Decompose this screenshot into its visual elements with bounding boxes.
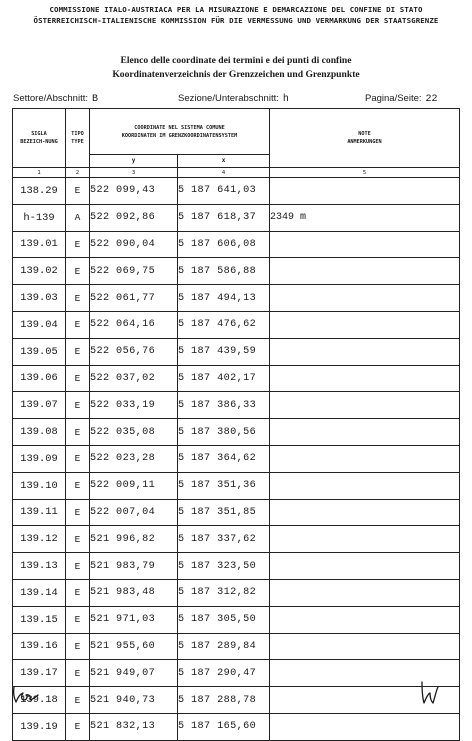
table-row: [13, 553, 460, 580]
subsection-label: Sezione/Unterabschnitt:: [178, 93, 279, 104]
sigla-cell: 139.05: [13, 338, 66, 365]
column-number: 2: [66, 168, 90, 178]
table-row: [13, 338, 460, 365]
y-coordinate-cell: 522 007,04: [90, 499, 178, 526]
sector-label: Settore/Abschnitt:: [13, 93, 88, 104]
sigla-cell: 139.01: [13, 231, 66, 258]
sigla-cell: 139.12: [13, 526, 66, 553]
header-sigla-de: BEZEICH-NUNG: [20, 139, 58, 145]
sector-field: [13, 93, 98, 105]
note-cell: [270, 606, 460, 633]
table-row: [13, 258, 460, 285]
note-cell: [270, 311, 460, 338]
x-coordinate-cell: 5 187 586,88: [178, 258, 270, 285]
tipo-cell: E: [66, 419, 90, 446]
x-coordinate-cell: 5 187 351,85: [178, 499, 270, 526]
x-coordinate-cell: 5 187 439,59: [178, 338, 270, 365]
sigla-cell: h-139: [13, 204, 66, 231]
note-cell: [270, 365, 460, 392]
table-row: [13, 392, 460, 419]
tipo-cell: E: [66, 526, 90, 553]
note-cell: [270, 579, 460, 606]
document-title-german: Koordinatenverzeichnis der Grenzzeichen und Grenzpunkte: [112, 69, 360, 80]
y-coordinate-cell: 522 064,16: [90, 311, 178, 338]
x-coordinate-cell: 5 187 165,60: [178, 713, 270, 740]
y-coordinate-cell: 522 099,43: [90, 178, 178, 205]
y-coordinate-cell: 522 033,19: [90, 392, 178, 419]
tipo-cell: E: [66, 338, 90, 365]
x-coordinate-cell: 5 187 618,37: [178, 204, 270, 231]
x-coordinate-cell: 5 187 494,13: [178, 285, 270, 312]
table-row: [13, 633, 460, 660]
sigla-cell: 139.09: [13, 445, 66, 472]
sigla-cell: 139.06: [13, 365, 66, 392]
x-coordinate-cell: 5 187 351,36: [178, 472, 270, 499]
table-row: [13, 231, 460, 258]
y-coordinate-cell: 522 009,11: [90, 472, 178, 499]
table-row: [13, 178, 460, 205]
y-coordinate-cell: 521 955,60: [90, 633, 178, 660]
x-coordinate-cell: 5 187 288,78: [178, 687, 270, 714]
x-coordinate-cell: 5 187 305,50: [178, 606, 270, 633]
table-row: [13, 311, 460, 338]
note-cell: [270, 392, 460, 419]
header-tipo: [66, 109, 90, 168]
y-coordinate-cell: 522 037,02: [90, 365, 178, 392]
tipo-cell: E: [66, 178, 90, 205]
table-row: [13, 687, 460, 714]
signature-left: [11, 685, 41, 705]
y-coordinate-cell: 522 092,86: [90, 204, 178, 231]
y-coordinate-cell: 521 949,07: [90, 660, 178, 687]
table-row: [13, 713, 460, 740]
sigla-cell: 139.02: [13, 258, 66, 285]
sigla-cell: 139.03: [13, 285, 66, 312]
sigla-cell: 139.15: [13, 606, 66, 633]
sigla-cell: 138.29: [13, 178, 66, 205]
x-coordinate-cell: 5 187 380,56: [178, 419, 270, 446]
y-coordinate-cell: 521 971,03: [90, 606, 178, 633]
note-cell: [270, 178, 460, 205]
note-cell: [270, 445, 460, 472]
header-note-it: NOTE: [358, 131, 371, 137]
sigla-cell: 139.10: [13, 472, 66, 499]
table-row: [13, 285, 460, 312]
x-coordinate-cell: 5 187 289,84: [178, 633, 270, 660]
sigla-cell: 139.07: [13, 392, 66, 419]
table-row: [13, 419, 460, 446]
signature-right: [418, 680, 440, 706]
page-number-value: 22: [425, 94, 438, 105]
note-cell: [270, 231, 460, 258]
table-row: [13, 526, 460, 553]
note-cell: [270, 258, 460, 285]
table-body: [13, 178, 460, 741]
subsection-field: [178, 93, 289, 105]
table-row: [13, 499, 460, 526]
y-coordinate-cell: 521 940,73: [90, 687, 178, 714]
y-coordinate-cell: 522 090,04: [90, 231, 178, 258]
note-cell: [270, 713, 460, 740]
x-coordinate-cell: 5 187 323,50: [178, 553, 270, 580]
column-number: 4: [178, 168, 270, 178]
header-y: y: [90, 155, 178, 168]
y-coordinate-cell: 521 983,48: [90, 579, 178, 606]
tipo-cell: E: [66, 660, 90, 687]
column-number: 3: [90, 168, 178, 178]
tipo-cell: E: [66, 445, 90, 472]
note-cell: [270, 419, 460, 446]
tipo-cell: E: [66, 553, 90, 580]
tipo-cell: E: [66, 365, 90, 392]
y-coordinate-cell: 522 056,76: [90, 338, 178, 365]
tipo-cell: E: [66, 285, 90, 312]
y-coordinate-cell: 522 035,08: [90, 419, 178, 446]
tipo-cell: E: [66, 606, 90, 633]
note-cell: [270, 285, 460, 312]
tipo-cell: E: [66, 633, 90, 660]
column-number: 5: [270, 168, 460, 178]
header-sigla-it: SIGLA: [31, 131, 47, 137]
y-coordinate-cell: 522 069,75: [90, 258, 178, 285]
note-cell: [270, 553, 460, 580]
x-coordinate-cell: 5 187 364,62: [178, 445, 270, 472]
tipo-cell: E: [66, 258, 90, 285]
table-row: [13, 606, 460, 633]
note-cell: [270, 338, 460, 365]
header-x: x: [178, 155, 270, 168]
sigla-cell: 139.13: [13, 553, 66, 580]
sigla-cell: 139.04: [13, 311, 66, 338]
x-coordinate-cell: 5 187 641,03: [178, 178, 270, 205]
header-tipo-it: TIPO: [71, 131, 84, 137]
header-coordinates-de: KOORDINATEN IM GRENZKOORDINATENSYSTEM: [121, 132, 238, 139]
commission-header-german: ÖSTERREICHISCH-ITALIENISCHE KOMMISSION FÜR DIE VERMESSUNG UND VERMARKUNG DER STAATSGRENZE: [33, 16, 439, 25]
sector-value: B: [91, 94, 98, 105]
note-cell: [270, 633, 460, 660]
x-coordinate-cell: 5 187 476,62: [178, 311, 270, 338]
page-number-label: Pagina/Seite:: [365, 93, 422, 104]
y-coordinate-cell: 521 832,13: [90, 713, 178, 740]
header-note-de: ANMERKUNGEN: [347, 139, 382, 145]
table-row: [13, 579, 460, 606]
x-coordinate-cell: 5 187 386,33: [178, 392, 270, 419]
sigla-cell: 139.16: [13, 633, 66, 660]
tipo-cell: E: [66, 713, 90, 740]
header-sigla: [13, 109, 66, 168]
sigla-cell: 139.08: [13, 419, 66, 446]
tipo-cell: A: [66, 204, 90, 231]
note-cell: [270, 526, 460, 553]
tipo-cell: E: [66, 687, 90, 714]
y-coordinate-cell: 521 983,79: [90, 553, 178, 580]
tipo-cell: E: [66, 472, 90, 499]
header-note: [270, 109, 460, 168]
tipo-cell: E: [66, 311, 90, 338]
table-row: [13, 365, 460, 392]
page-number-field: [365, 93, 438, 105]
table-row: [13, 445, 460, 472]
sigla-cell: 139.17: [13, 660, 66, 687]
table-row: [13, 204, 460, 231]
tipo-cell: E: [66, 231, 90, 258]
table-row: [13, 472, 460, 499]
note-cell: 2349 m: [270, 204, 460, 231]
subsection-value: h: [282, 94, 289, 105]
y-coordinate-cell: 521 996,82: [90, 526, 178, 553]
tipo-cell: E: [66, 499, 90, 526]
tipo-cell: E: [66, 579, 90, 606]
column-number: 1: [13, 168, 66, 178]
header-coordinates: [90, 109, 270, 155]
header-coordinates-it: COORDINATE NEL SISTEMA COMUNE: [134, 124, 225, 131]
x-coordinate-cell: 5 187 312,82: [178, 579, 270, 606]
x-coordinate-cell: 5 187 337,62: [178, 526, 270, 553]
note-cell: [270, 499, 460, 526]
sigla-cell: 139.11: [13, 499, 66, 526]
x-coordinate-cell: 5 187 606,08: [178, 231, 270, 258]
table-row: [13, 660, 460, 687]
header-tipo-de: TYPE: [71, 139, 84, 145]
sigla-cell: 139.18: [13, 687, 66, 714]
document-title-italian: Elenco delle coordinate dei termini e dei punti di confine: [120, 55, 352, 66]
commission-header-italian: COMMISSIONE ITALO-AUSTRIACA PER LA MISURAZIONE E DEMARCAZIONE DEL CONFINE DI STATO: [49, 5, 423, 14]
sigla-cell: 139.19: [13, 713, 66, 740]
note-cell: [270, 472, 460, 499]
tipo-cell: E: [66, 392, 90, 419]
x-coordinate-cell: 5 187 402,17: [178, 365, 270, 392]
coordinates-table: [12, 108, 460, 741]
y-coordinate-cell: 522 023,28: [90, 445, 178, 472]
y-coordinate-cell: 522 061,77: [90, 285, 178, 312]
sigla-cell: 139.14: [13, 579, 66, 606]
x-coordinate-cell: 5 187 290,47: [178, 660, 270, 687]
